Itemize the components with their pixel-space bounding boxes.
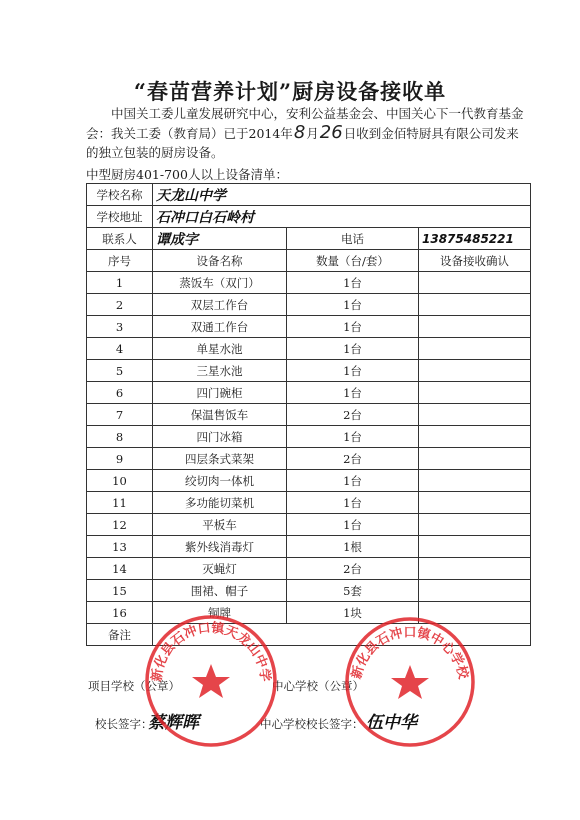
center-school-stamp-label: 中心学校（公章） xyxy=(272,679,364,693)
center-principal-signature: 伍中华 xyxy=(366,713,417,733)
equipment-name: 蒸饭车（双门） xyxy=(153,272,287,294)
right-seal-text: 新化县石冲口镇中心学校 xyxy=(349,625,471,681)
header-no: 序号 xyxy=(87,250,153,272)
equipment-quantity: 1台 xyxy=(287,272,419,294)
table-row xyxy=(87,382,531,404)
row-number: 6 xyxy=(87,382,153,404)
phone-label: 电话 xyxy=(287,228,419,250)
row-number: 8 xyxy=(87,426,153,448)
principal-sign-label: 校长签字： xyxy=(95,717,153,731)
school-address-label: 学校地址 xyxy=(87,206,153,228)
equipment-name: 绞切肉一体机 xyxy=(153,470,287,492)
equipment-quantity: 1台 xyxy=(287,316,419,338)
header-confirm: 设备接收确认 xyxy=(419,250,531,272)
school-address-value: 石冲口白石岭村 xyxy=(156,209,254,226)
receipt-confirm-cell xyxy=(419,360,531,382)
left-seal-star-icon xyxy=(192,664,230,698)
phone-value: 13875485221 xyxy=(422,231,514,246)
equipment-quantity: 2台 xyxy=(287,404,419,426)
left-seal-text: 新化县石冲口镇天龙山中学 xyxy=(149,620,273,683)
table-row xyxy=(87,360,531,382)
document-title: “春苗营养计划”厨房设备接收单 xyxy=(133,79,447,104)
equipment-name: 围裙、帽子 xyxy=(153,580,287,602)
equipment-quantity: 1根 xyxy=(287,536,419,558)
receipt-confirm-cell xyxy=(419,580,531,602)
equipment-quantity: 2台 xyxy=(287,448,419,470)
equipment-name: 保温售饭车 xyxy=(153,404,287,426)
row-number: 2 xyxy=(87,294,153,316)
handwritten-day: 26 xyxy=(319,122,343,143)
school-name-row xyxy=(87,184,531,206)
equipment-name: 平板车 xyxy=(153,514,287,536)
equipment-name: 三星水池 xyxy=(153,360,287,382)
school-name-value: 天龙山中学 xyxy=(156,187,226,204)
receipt-confirm-cell xyxy=(419,470,531,492)
equipment-quantity: 1台 xyxy=(287,360,419,382)
row-number: 10 xyxy=(87,470,153,492)
center-principal-sign-label: 中心学校校长签字： xyxy=(260,717,364,731)
receipt-confirm-cell xyxy=(419,338,531,360)
row-number: 3 xyxy=(87,316,153,338)
contact-label: 联系人 xyxy=(87,228,153,250)
contact-row xyxy=(87,228,531,250)
row-number: 9 xyxy=(87,448,153,470)
row-number: 14 xyxy=(87,558,153,580)
table-row xyxy=(87,470,531,492)
equipment-quantity: 1台 xyxy=(287,492,419,514)
equipment-name: 多功能切菜机 xyxy=(153,492,287,514)
row-number: 12 xyxy=(87,514,153,536)
intro-text-1: 中国关工委儿童发展研究中心，安利公益基金会、中国关心下一代教育基金会：我关工委（教育局）已于2014年 xyxy=(86,106,524,141)
equipment-name: 双层工作台 xyxy=(153,294,287,316)
remark-label: 备注 xyxy=(87,624,153,646)
table-row xyxy=(87,426,531,448)
table-row xyxy=(87,338,531,360)
header-name: 设备名称 xyxy=(153,250,287,272)
row-number: 15 xyxy=(87,580,153,602)
equipment-quantity: 1台 xyxy=(287,514,419,536)
equipment-quantity: 1台 xyxy=(287,426,419,448)
row-number: 5 xyxy=(87,360,153,382)
equipment-name: 四层条式菜架 xyxy=(153,448,287,470)
receipt-confirm-cell xyxy=(419,536,531,558)
equipment-name: 四门冰箱 xyxy=(153,426,287,448)
equipment-quantity: 1台 xyxy=(287,338,419,360)
row-number: 16 xyxy=(87,602,153,624)
table-row xyxy=(87,272,531,294)
table-row xyxy=(87,580,531,602)
equipment-name: 单星水池 xyxy=(153,338,287,360)
right-school-seal xyxy=(342,614,478,750)
receipt-confirm-cell xyxy=(419,426,531,448)
table-row xyxy=(87,448,531,470)
intro-paragraph xyxy=(86,104,526,162)
table-header-row xyxy=(87,250,531,272)
header-qty: 数量（台/套） xyxy=(287,250,419,272)
receipt-confirm-cell xyxy=(419,514,531,536)
equipment-name: 紫外线消毒灯 xyxy=(153,536,287,558)
receipt-confirm-cell xyxy=(419,316,531,338)
right-seal-star-icon xyxy=(391,665,429,699)
table-row xyxy=(87,316,531,338)
school-address-row xyxy=(87,206,531,228)
project-school-stamp-label: 项目学校（公章） xyxy=(88,679,180,693)
intro-text-2: 月 xyxy=(306,126,319,141)
row-number: 11 xyxy=(87,492,153,514)
receipt-confirm-cell xyxy=(419,404,531,426)
intro-text-3: 日收到金佰特厨具有限公司发来的独立包装的厨房设备。 xyxy=(86,126,519,160)
equipment-name: 灭蝇灯 xyxy=(153,558,287,580)
receipt-confirm-cell xyxy=(419,272,531,294)
receipt-confirm-cell xyxy=(419,558,531,580)
row-number: 13 xyxy=(87,536,153,558)
table-row xyxy=(87,404,531,426)
receipt-confirm-cell xyxy=(419,294,531,316)
row-number: 7 xyxy=(87,404,153,426)
equipment-list-heading: 中型厨房401-700人以上设备清单： xyxy=(86,167,288,182)
contact-value: 谭成字 xyxy=(156,231,198,248)
equipment-quantity: 1台 xyxy=(287,470,419,492)
left-school-seal xyxy=(142,612,280,750)
table-row xyxy=(87,294,531,316)
equipment-table xyxy=(86,183,531,646)
equipment-name: 铜牌 xyxy=(153,602,287,624)
table-row xyxy=(87,514,531,536)
row-number: 1 xyxy=(87,272,153,294)
handwritten-month: 8 xyxy=(293,122,306,143)
school-name-label: 学校名称 xyxy=(87,184,153,206)
row-number: 4 xyxy=(87,338,153,360)
principal-signature: 蔡辉晖 xyxy=(148,713,199,733)
table-row xyxy=(87,536,531,558)
table-row xyxy=(87,492,531,514)
equipment-quantity: 1台 xyxy=(287,382,419,404)
equipment-name: 四门碗柜 xyxy=(153,382,287,404)
receipt-confirm-cell xyxy=(419,448,531,470)
equipment-quantity: 5套 xyxy=(287,580,419,602)
receipt-confirm-cell xyxy=(419,382,531,404)
equipment-quantity: 1台 xyxy=(287,294,419,316)
equipment-name: 双通工作台 xyxy=(153,316,287,338)
equipment-quantity: 2台 xyxy=(287,558,419,580)
table-row xyxy=(87,558,531,580)
equipment-quantity: 1块 xyxy=(287,602,419,624)
receipt-confirm-cell xyxy=(419,492,531,514)
